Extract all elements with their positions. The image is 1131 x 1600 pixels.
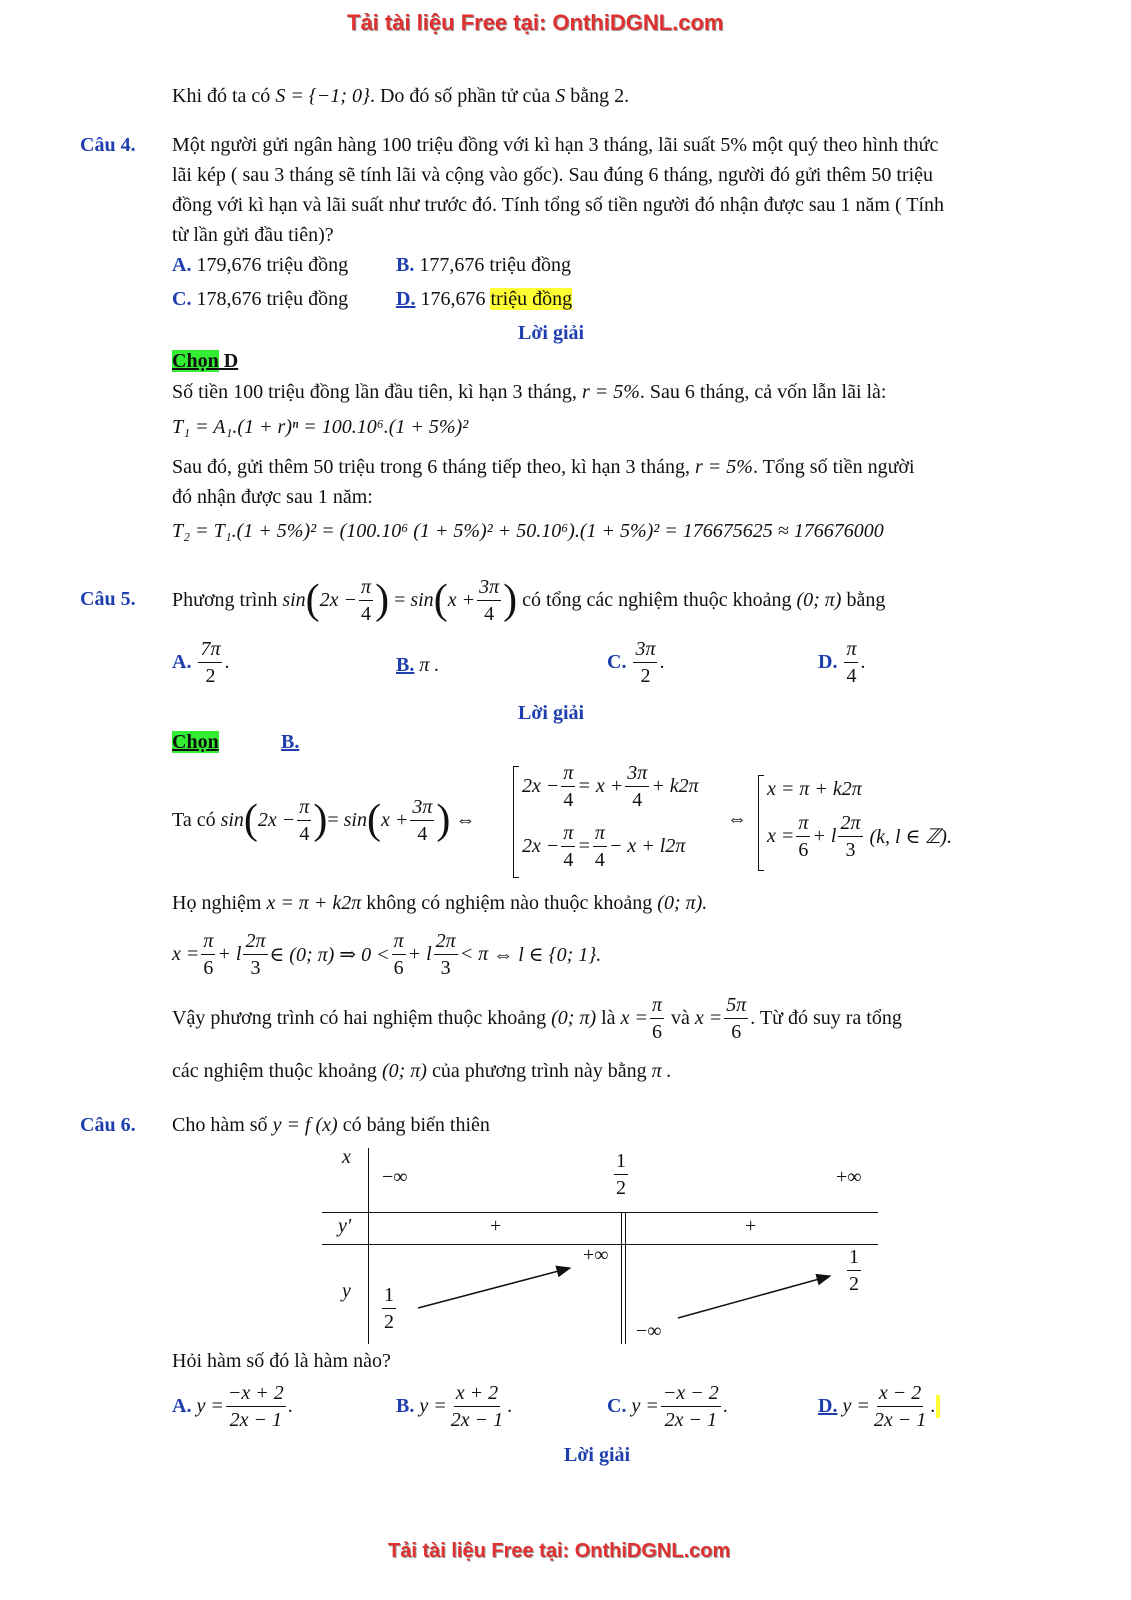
arrow-increase-1 <box>418 1268 570 1308</box>
q4-line-4: từ lần gửi đầu tiên)? <box>172 224 334 246</box>
q5-solution-title: Lời giải <box>518 702 585 724</box>
q6-statement: Cho hàm số y = f (x) có bảng biến thiên <box>172 1114 490 1136</box>
intro-text-2: . Do đó số phần tử của <box>369 85 556 107</box>
q6-label: Câu 6. <box>80 1114 136 1136</box>
q4-chon: Chọn D <box>172 350 239 372</box>
symbol-s: S <box>555 85 566 107</box>
q4-option-b[interactable]: B. 177,676 triệu đồng <box>396 254 571 276</box>
q6-option-a[interactable]: A. y = $\frac{-x + 2}{2x - 1}$ . <box>172 1382 293 1431</box>
table-yprime-sign-1: + <box>490 1215 502 1237</box>
q5-vay-line-1: Vậy phương trình có hai nghiệm thuộc khoảng (0; π) là x = $\frac{\pi}{6}$ và x = $\frac{5\pi}{6}$ . Từ đó suy ra tổng <box>172 994 902 1043</box>
page-header-link[interactable]: Tải tài liệu Free tại: OnthiDGNL.com <box>347 10 724 35</box>
table-y-neg-inf: −∞ <box>636 1320 662 1342</box>
set-s: S = {−1; 0} <box>275 85 370 107</box>
q5-statement: Phương trình sin ( 2x − $\frac{\pi}{4}$ ) = sin ( x + $\frac{3\pi}{4}$ ) có tổng các nghiệm thuộc khoảng (0; π) bằng <box>172 575 886 625</box>
table-y-right-half: $\frac{1}{2}$ <box>849 1246 859 1295</box>
q5-option-d[interactable]: D. $\frac{\pi}{4}$ . <box>818 638 866 687</box>
q4-sol-line-3: đó nhận được sau 1 năm: <box>172 486 373 508</box>
table-x-half: $\frac{1}{2}$ <box>616 1150 626 1199</box>
table-x-label: x <box>342 1146 351 1168</box>
q6-question: Hỏi hàm số đó là hàm nào? <box>172 1350 391 1372</box>
q4-line-1: Một người gửi ngân hàng 100 triệu đồng với kì hạn 3 tháng, lãi suất 5% một quý theo hình thức <box>172 134 939 156</box>
q5-ta-co: Ta có sin ( 2x − $\frac{\pi}{4}$ ) = sin ( x + $\frac{3\pi}{4}$ ) ⇔ <box>172 795 476 845</box>
q4-option-d[interactable]: D. 176,676 triệu đồng <box>396 288 573 310</box>
page-footer-link[interactable]: Tải tài liệu Free tại: OnthiDGNL.com <box>388 1540 731 1562</box>
q4-label: Câu 4. <box>80 134 136 156</box>
table-yprime-sign-2: + <box>745 1215 757 1237</box>
q4-sol-line-1: Số tiền 100 triệu đồng lần đầu tiên, kì hạn 3 tháng, r = 5%. Sau 6 tháng, cả vốn lẫn lãi là: <box>172 381 887 403</box>
q6-solution-title: Lời giải <box>564 1444 631 1466</box>
q5-option-a[interactable]: A. $\frac{7\pi}{2}$ . <box>172 638 230 687</box>
system2-eq-1: x = π + k2π <box>767 778 862 800</box>
q4-solution-title: Lời giải <box>518 322 585 344</box>
table-x-neg-inf: −∞ <box>382 1166 408 1188</box>
q4-line-2: lãi kép ( sau 3 tháng sẽ tính lãi và cộng vào gốc). Sau đúng 6 tháng, người đó gửi thêm 50 triệu <box>172 164 933 186</box>
q5-chon: Chọn <box>172 731 219 753</box>
q5-option-b[interactable]: B. π . <box>396 654 440 676</box>
q4-option-c[interactable]: C. 178,676 triệu đồng <box>172 288 349 310</box>
q5-ho-nghiem: Họ nghiệm x = π + k2π không có nghiệm nào thuộc khoảng (0; π). <box>172 892 708 914</box>
table-y-label: y <box>342 1280 351 1302</box>
arrow-increase-2 <box>678 1276 830 1318</box>
intro-text-3: bằng 2. <box>565 85 630 107</box>
q4-eq-1: T₁ = A₁.(1 + r)ⁿ = 100.10⁶.(1 + 5%)² <box>172 416 469 438</box>
table-y-pos-inf: +∞ <box>583 1244 609 1266</box>
system2-eq-2: x = $\frac{\pi}{6}$ + l $\frac{2\pi}{3}$ (k, l ∈ ℤ). <box>767 812 952 861</box>
q4-line-3: đồng với kì hạn và lãi suất như trước đó. Tính tổng số tiền người đó nhận được sau 1 năm ( Tính <box>172 194 945 216</box>
q6-option-c[interactable]: C. y = $\frac{-x - 2}{2x - 1}$ . <box>607 1382 728 1431</box>
system-eq-2: 2x − $\frac{\pi}{4}$ = $\frac{\pi}{4}$ − x + l2π <box>522 822 686 871</box>
q4-option-a[interactable]: A. 179,676 triệu đồng <box>172 254 349 276</box>
q5-vay-line-2: các nghiệm thuộc khoảng (0; π) của phương trình này bằng π . <box>172 1060 672 1082</box>
intro-text: Khi đó ta có <box>172 85 276 107</box>
q5-l-condition: x = $\frac{\pi}{6}$ + l $\frac{2\pi}{3}$ ∈ (0; π) ⇒ 0 < $\frac{\pi}{6}$ + l $\frac{2\pi}{3}$ < π ⇔ l ∈ {0; 1}. <box>172 930 602 979</box>
system-eq-1: 2x − $\frac{\pi}{4}$ = x + $\frac{3\pi}{4}$ + k2π <box>522 762 699 811</box>
q4-eq-2: T₂ = T₁.(1 + 5%)² = (100.10⁶ (1 + 5%)² + 50.10⁶).(1 + 5%)² = 176675625 ≈ 176676000 <box>172 520 884 542</box>
q4-sol-line-2: Sau đó, gửi thêm 50 triệu trong 6 tháng tiếp theo, kì hạn 3 tháng, r = 5%. Tổng số tiền người <box>172 456 915 478</box>
q5-chon-answer: B. <box>281 731 300 753</box>
q6-option-b[interactable]: B. y = $\frac{x + 2}{2x - 1}$ . <box>396 1382 513 1431</box>
table-x-pos-inf: +∞ <box>836 1166 862 1188</box>
table-yprime-label: y′ <box>338 1215 352 1237</box>
q5-label: Câu 5. <box>80 588 136 610</box>
q5-option-c[interactable]: C. $\frac{3\pi}{2}$ . <box>607 638 665 687</box>
q6-option-d[interactable]: D. y = $\frac{x - 2}{2x - 1}$ . <box>818 1382 940 1431</box>
table-y-left-half: $\frac{1}{2}$ <box>384 1284 394 1333</box>
